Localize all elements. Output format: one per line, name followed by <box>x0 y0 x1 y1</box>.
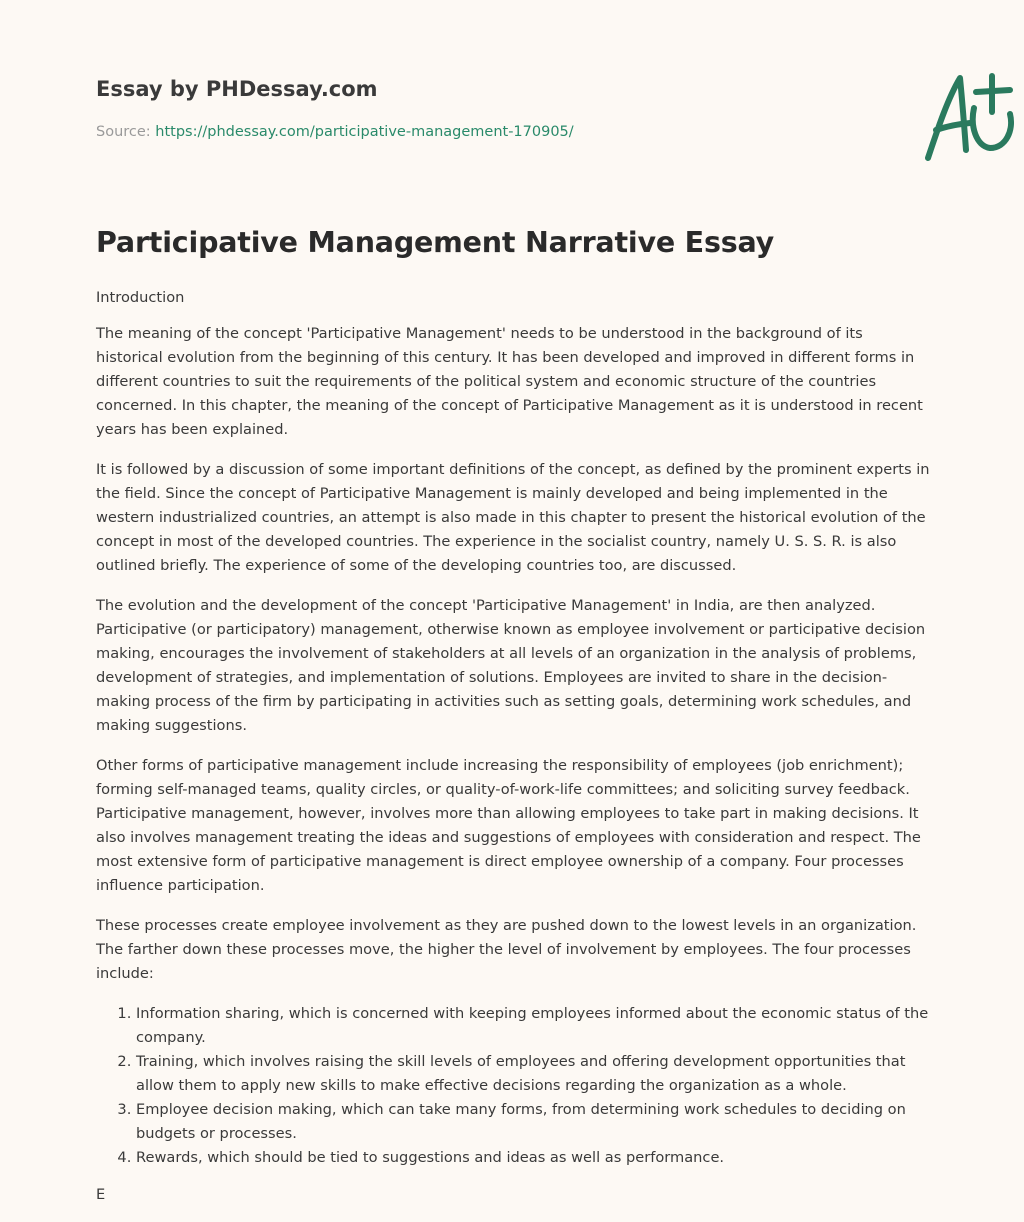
intro-heading: Introduction <box>96 289 185 306</box>
process-list <box>96 1002 930 1170</box>
list-item: 4. Rewards, which should be tied to suggestions and ideas as well as performance. <box>136 1146 930 1170</box>
a-plus-logo-icon <box>918 68 1022 164</box>
source-line <box>96 124 574 140</box>
paragraph: These processes create employee involvement as they are pushed down to the lowest levels in an organization. The farther down these processes move, the higher the level of involvement by employees. The four processes include: <box>96 917 917 982</box>
source-link[interactable]: https://phdessay.com/participative-management-170905/ <box>155 124 574 140</box>
source-label: Source: <box>96 124 151 140</box>
paragraph: The meaning of the concept 'Participative Management' needs to be understood in the background of its historical evolution from the beginning of this century. It has been developed and improved in different forms in different countries to suit the requirements of the political system and economic structure of the countries concerned. In this chapter, the meaning of the concept of Participative Management as it is understood in recent years has been explained. <box>96 325 923 438</box>
article-body <box>96 286 930 1170</box>
site-brand: Essay by PHDessay.com <box>96 77 378 101</box>
list-item: 1. Information sharing, which is concerned with keeping employees informed about the economic status of the company. <box>136 1002 930 1050</box>
paragraph: The evolution and the development of the concept 'Participative Management' in India, are then analyzed. Participative (or participatory) management, otherwise known as employee involvement or participative decision making, encourages the involvement of stakeholders at all levels of an organization in the analysis of problems, development of strategies, and implementation of solutions. Employees are invited to share in the decision-making process of the firm by participating in activities such as setting goals, determining work schedules, and making suggestions. <box>96 597 926 734</box>
list-item: 2. Training, which involves raising the skill levels of employees and offering development opportunities that allow them to apply new skills to make effective decisions regarding the organization as a whole. <box>136 1050 930 1098</box>
truncated-text: E <box>96 1186 106 1203</box>
paragraph: It is followed by a discussion of some important definitions of the concept, as defined by the prominent experts in the field. Since the concept of Participative Management is mainly developed and being implemented in the western industrialized countries, an attempt is also made in this chapter to present the historical evolution of the concept in most of the developed countries. The experience in the socialist country, namely U. S. S. R. is also outlined briefly. The experience of some of the developing countries too, are discussed. <box>96 461 930 574</box>
list-item: 3. Employee decision making, which can take many forms, from determining work schedules to deciding on budgets or processes. <box>136 1098 930 1146</box>
article-title: Participative Management Narrative Essay <box>96 226 775 259</box>
paragraph: Other forms of participative management include increasing the responsibility of employees (job enrichment); forming self-managed teams, quality circles, or quality-of-work-life committees; and soliciting survey feedback. Participative management, however, involves more than allowing employees to take part in making decisions. It also involves management treating the ideas and suggestions of employees with consideration and respect. The most extensive form of participative management is direct employee ownership of a company. Four processes influence participation. <box>96 757 921 894</box>
